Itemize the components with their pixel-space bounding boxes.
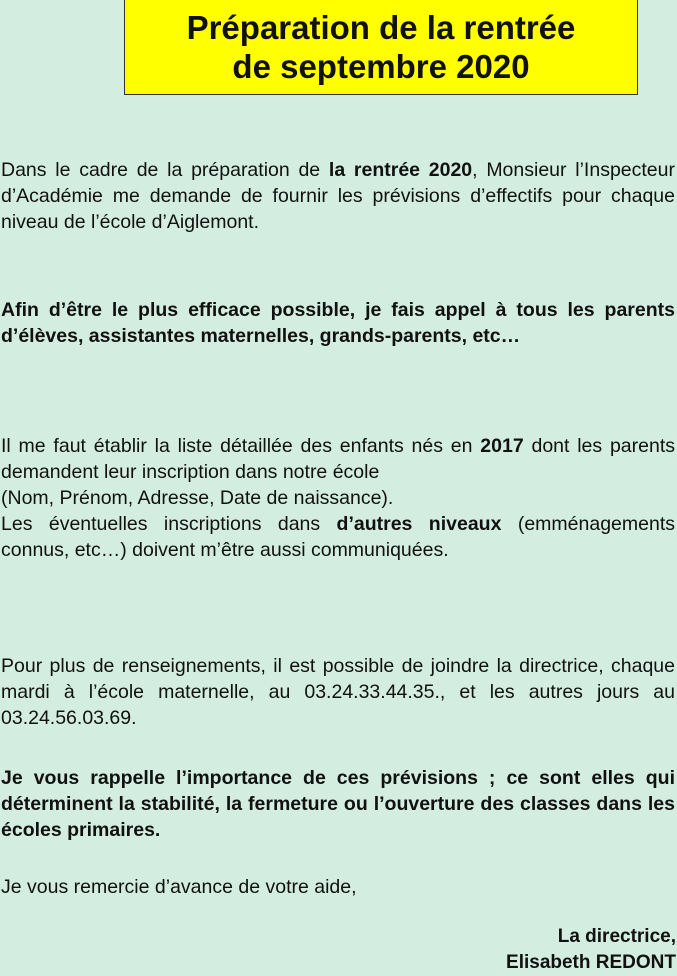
list-text-4: Les éventuelles inscriptions dans — [1, 513, 337, 535]
list-text-1: Il me faut établir la liste détaillée des enfants nés en — [1, 435, 481, 457]
title-banner — [124, 0, 638, 95]
list-bold-year: 2017 — [480, 435, 524, 457]
thanks-paragraph: Je vous remercie d’avance de votre aide, — [1, 876, 357, 898]
title-line-1: Préparation de la rentrée — [186, 9, 576, 46]
title-line-2: de septembre 2020 — [232, 48, 530, 85]
appeal-paragraph: Afin d’être le plus efficace possible, je fais appel à tous les parents d’élèves, assistantes maternelles, grands-parents, etc… — [1, 299, 675, 347]
list-bold-levels: d’autres niveaux — [336, 513, 502, 535]
intro-text-1: Dans le cadre de la préparation de — [1, 159, 329, 181]
signature-role: La directrice, — [557, 926, 676, 947]
list-text-5: (emménagements connus, etc…) doivent m’être aussi communiquées. — [1, 513, 675, 561]
contact-paragraph: Pour plus de renseignements, il est possible de joindre la directrice, chaque mardi à l’école maternelle, au 03.24.33.44.35., et les autres jours au 03.24.56.03.69. — [1, 655, 675, 729]
signature-name: Elisabeth REDONT — [506, 952, 676, 973]
list-text-2: dont les parents demandent leur inscription dans notre école — [1, 435, 675, 483]
intro-bold-rentree: la rentrée 2020 — [328, 159, 473, 181]
intro-paragraph — [1, 157, 675, 235]
list-text-3: (Nom, Prénom, Adresse, Date de naissance). — [1, 487, 394, 509]
list-request-paragraph — [1, 433, 675, 563]
reminder-paragraph: Je vous rappelle l’importance de ces prévisions ; ce sont elles qui déterminent la stabilité, la fermeture ou l’ouverture des classes dans les écoles primaires. — [1, 767, 675, 841]
signature-block — [376, 924, 676, 976]
intro-text-2: , Monsieur l’Inspecteur d’Académie me demande de fournir les prévisions d’effectifs pour chaque niveau de l’école d’Aiglemont. — [1, 159, 675, 233]
